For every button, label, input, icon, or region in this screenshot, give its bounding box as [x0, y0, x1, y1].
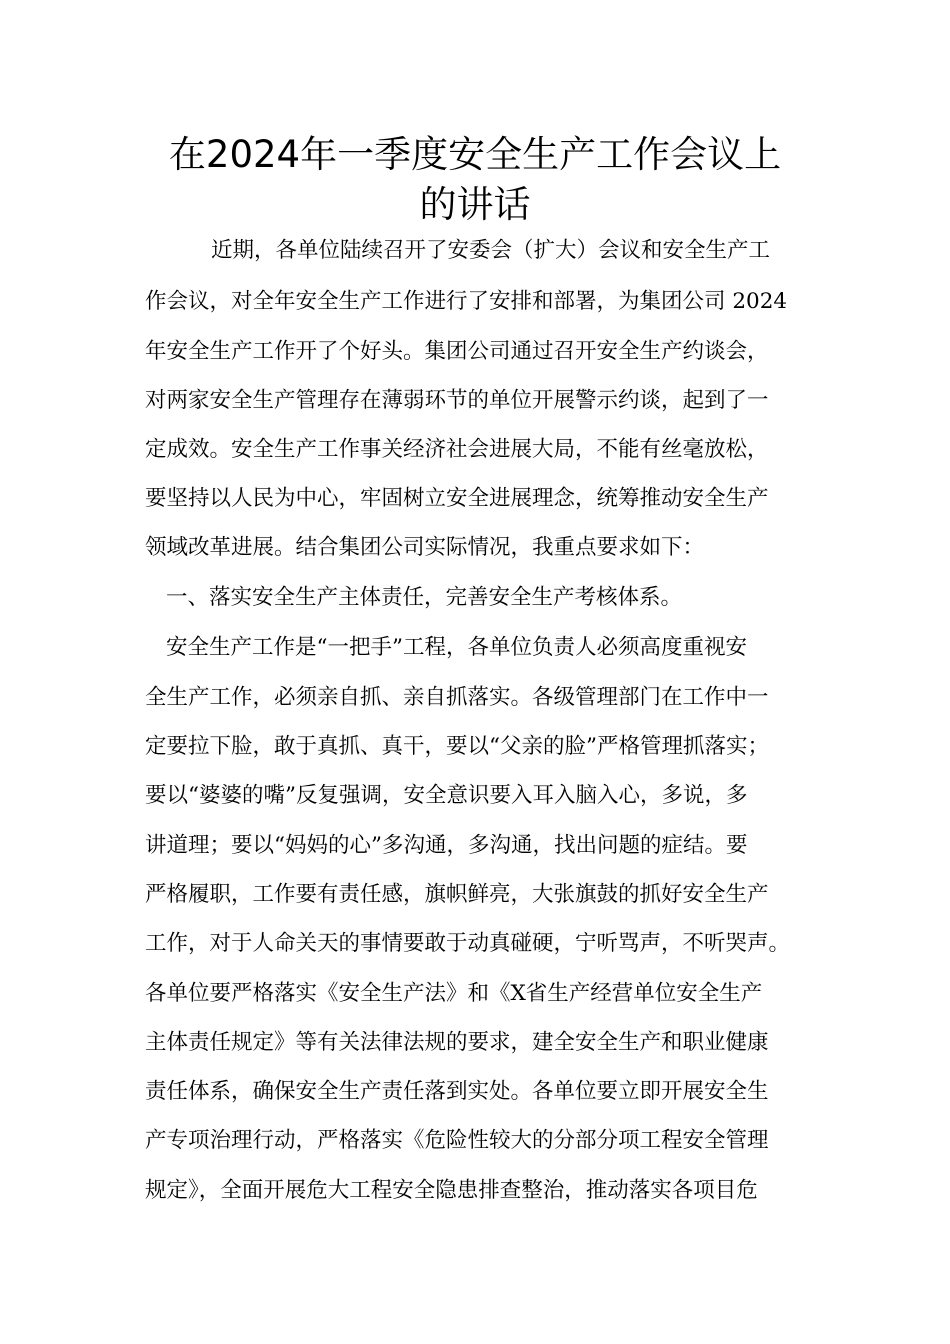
paragraph-line: 近期，各单位陆续召开了安委会（扩大）会议和安全生产工 [211, 238, 771, 263]
paragraph-line: 作会议，对全年安全生产工作进行了安排和部署，为集团公司 2024 [145, 289, 788, 314]
paragraph-line: 讲道理；要以“妈妈的心”多沟通，多沟通，找出问题的症结。要 [145, 833, 748, 858]
paragraph-line: 领域改革进展。结合集团公司实际情况，我重点要求如下： [145, 535, 705, 560]
paragraph-line: 规定》，全面开展危大工程安全隐患排查整治，推动落实各项目危 [145, 1178, 758, 1203]
paragraph-line: 产专项治理行动，严格落实《危险性较大的分部分项工程安全管理 [145, 1128, 769, 1153]
paragraph-line: 主体责任规定》等有关法律法规的要求，建全安全生产和职业健康 [145, 1030, 769, 1055]
document-title-line-1: 在2024年一季度安全生产工作会议上 [168, 133, 782, 176]
paragraph-line: 年安全生产工作开了个好头。集团公司通过召开安全生产约谈会， [145, 339, 769, 364]
paragraph-line: 定成效。安全生产工作事关经济社会进展大局，不能有丝毫放松， [145, 437, 769, 462]
paragraph-line: 责任体系，确保安全生产责任落到实处。各单位要立即开展安全生 [145, 1079, 769, 1104]
paragraph-line: 安全生产工作是“一把手”工程，各单位负责人必须高度重视安 [166, 635, 747, 660]
paragraph-line: 要坚持以人民为中心，牢固树立安全进展理念，统筹推动安全生产 [145, 486, 769, 511]
paragraph-line: 要以“婆婆的嘴”反复强调，安全意识要入耳入脑入心，多说，多 [145, 783, 748, 808]
paragraph-line: 各单位要严格落实《安全生产法》和《X省生产经营单位安全生产 [145, 981, 763, 1006]
paragraph-line: 定要拉下脸，敢于真抓、真干，要以“父亲的脸”严格管理抓落实； [145, 734, 769, 759]
paragraph-line: 工作，对于人命关天的事情要敢于动真碰硬，宁听骂声，不听哭声。 [145, 931, 791, 956]
paragraph-line: 对两家安全生产管理存在薄弱环节的单位开展警示约谈，起到了一 [145, 388, 769, 413]
section-heading: 一、落实安全生产主体责任，完善安全生产考核体系。 [166, 585, 683, 610]
document-title-line-2: 的讲话 [419, 183, 531, 226]
paragraph-line: 严格履职，工作要有责任感，旗帜鲜亮，大张旗鼓的抓好安全生产 [145, 882, 769, 907]
paragraph-line: 全生产工作，必须亲自抓、亲自抓落实。各级管理部门在工作中一 [145, 685, 769, 710]
